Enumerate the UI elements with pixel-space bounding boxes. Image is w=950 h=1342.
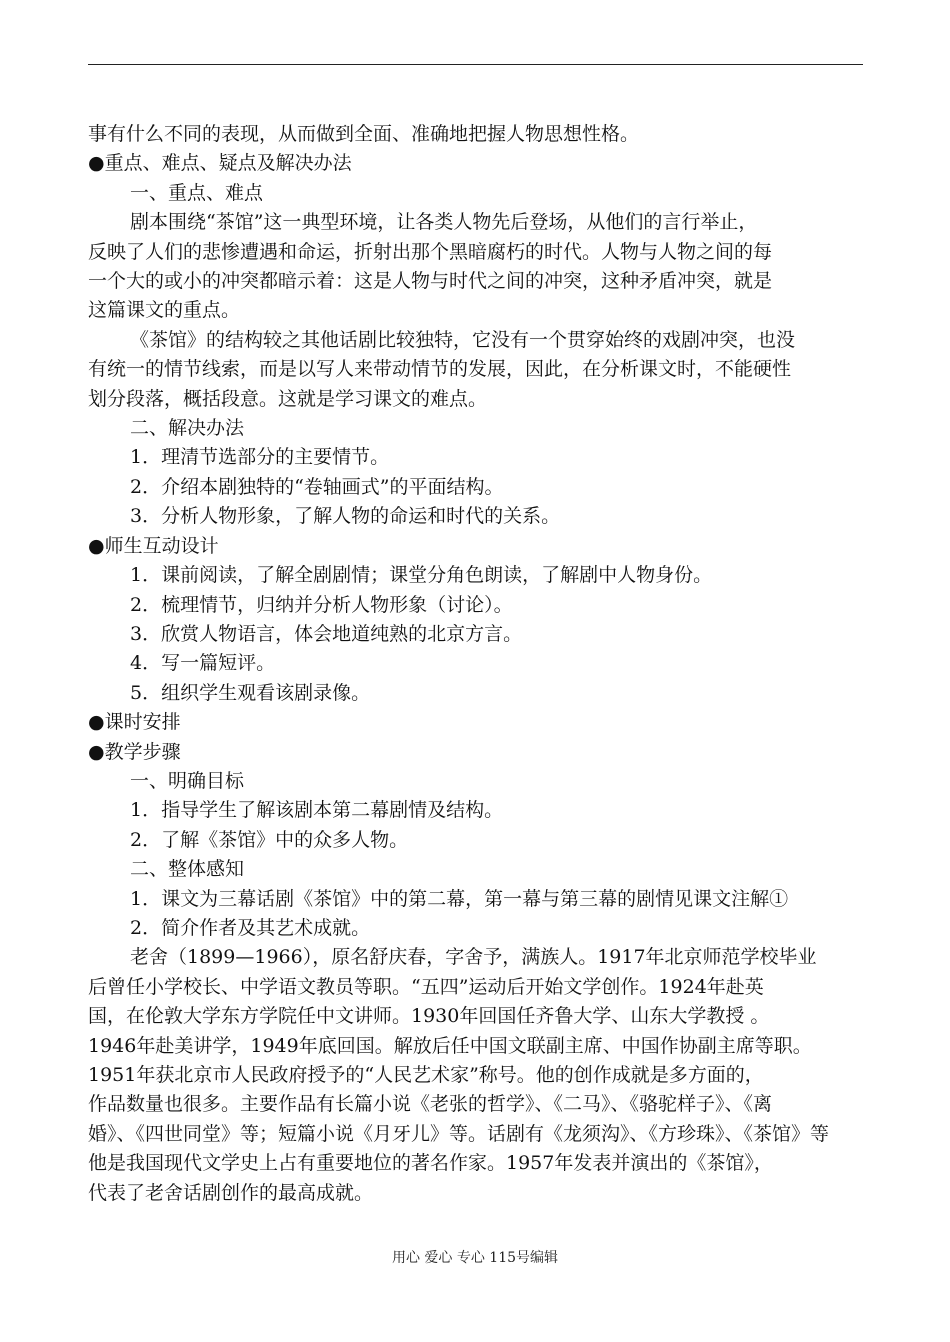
text-line: ●师生互动设计: [88, 534, 219, 557]
text-line: 划分段落，概括段意。这就是学习课文的难点。: [88, 387, 488, 410]
text-line: 2．介绍本剧独特的“卷轴画式”的平面结构。: [130, 475, 504, 498]
text-line: ●课时安排: [88, 711, 181, 734]
text-line: 1．理清节选部分的主要情节。: [130, 446, 390, 469]
text-line: 代表了老舍话剧创作的最高成就。: [88, 1181, 374, 1204]
text-line: 一、明确目标: [130, 769, 245, 792]
text-line: 2．了解《茶馆》中的众多人物。: [130, 828, 409, 851]
text-line: 作品数量也很多。主要作品有长篇小说《老张的哲学》、《二马》、《骆驼样子》、《离: [88, 1093, 773, 1116]
text-line: 《茶馆》的结构较之其他话剧比较独特，它没有一个贯穿始终的戏剧冲突，也没: [130, 328, 796, 351]
text-line: 婚》、《四世同堂》等；短篇小说《月牙儿》等。话剧有《龙须沟》、《方珍珠》、《茶馆》等: [88, 1122, 830, 1145]
body-text: [88, 120, 863, 1208]
text-line: 国，在伦敦大学东方学院任中文讲师。1930年回国任齐鲁大学、山东大学教授 。: [88, 1005, 770, 1028]
text-line: ●重点、难点、疑点及解决办法: [88, 152, 352, 175]
text-line: 1．课前阅读，了解全剧剧情；课堂分角色朗读，了解剧中人物身份。: [130, 564, 713, 587]
text-line: 1．课文为三幕话剧《茶馆》中的第二幕，第一幕与第三幕的剧情见课文注解①: [130, 887, 789, 910]
text-line: 一、重点、难点: [130, 181, 264, 204]
text-line: 事有什么不同的表现，从而做到全面、准确地把握人物思想性格。: [88, 123, 640, 145]
text-line: 老舍（1899—1966），原名舒庆春，字舍予，满族人。1917年北京师范学校毕业: [130, 946, 817, 969]
text-line: 3．欣赏人物语言，体会地道纯熟的北京方言。: [130, 622, 523, 645]
text-line: 剧本围绕“茶馆”这一典型环境，让各类人物先后登场，从他们的言行举止，: [130, 211, 758, 234]
text-line: ●教学步骤: [88, 740, 181, 763]
text-line: 2．梳理情节，归纳并分析人物形象（讨论）。: [130, 593, 513, 616]
text-line: 2．简介作者及其艺术成就。: [130, 916, 371, 939]
text-line: 3．分析人物形象，了解人物的命运和时代的关系。: [130, 505, 561, 528]
header-rule: [88, 64, 863, 65]
text-line: 有统一的情节线索，而是以写人来带动情节的发展，因此，在分析课文时，不能硬性: [88, 358, 792, 381]
text-line: 一个大的或小的冲突都暗示着：这是人物与时代之间的冲突，这种矛盾冲突，就是: [88, 270, 773, 293]
text-line: 这篇课文的重点。: [88, 299, 241, 322]
text-line: 1．指导学生了解该剧本第二幕剧情及结构。: [130, 799, 504, 822]
text-line: 反映了人们的悲惨遭遇和命运，折射出那个黑暗腐朽的时代。人物与人物之间的每: [88, 240, 773, 263]
page-footer: 用心 爱心 专心 115号编辑: [391, 1250, 559, 1266]
text-line: 1946年赴美讲学，1949年底回国。解放后任中国文联副主席、中国作协副主席等职。: [88, 1034, 812, 1057]
text-line: 后曾任小学校长、中学语文教员等职。“五四”运动后开始文学创作。1924年赴英: [88, 975, 764, 998]
text-line: 4．写一篇短评。: [130, 652, 276, 675]
text-line: 5．组织学生观看该剧录像。: [130, 681, 371, 704]
text-line: 他是我国现代文学史上占有重要地位的著名作家。1957年发表并演出的《茶馆》，: [88, 1152, 773, 1175]
text-line: 二、整体感知: [130, 858, 245, 881]
text-line: 二、解决办法: [130, 417, 245, 440]
text-line: 1951年获北京市人民政府授予的“人民艺术家”称号。他的创作成就是多方面的，: [88, 1064, 764, 1086]
